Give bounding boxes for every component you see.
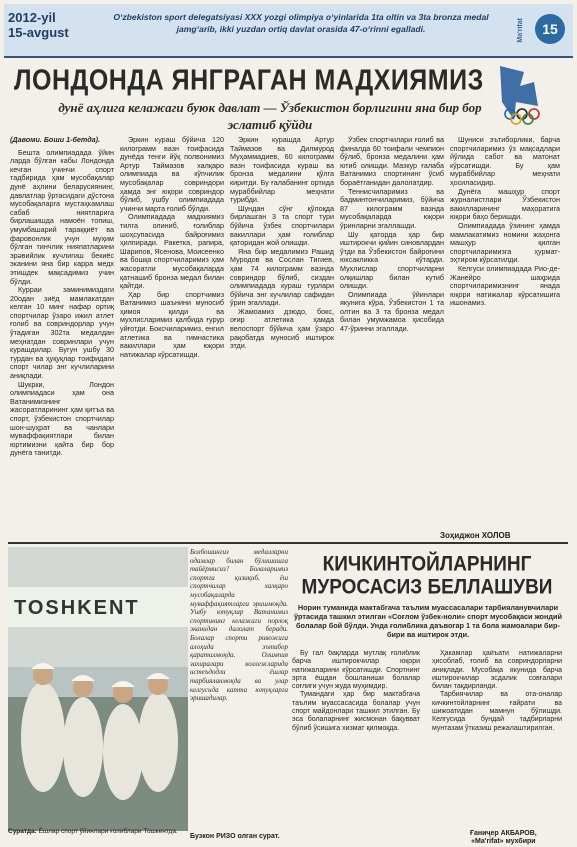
photo-caption <box>8 828 186 836</box>
paragraph: Олимпиадада мадхиямиз тилга олиниб, ғолиблар шоҳсупасида байроғимиз ҳилпиради. Ракетка, рапира, Шарипов, Ясенова, Моисеенко ва бошқа спортчиларимиз ҳам жасоратли мусобақаларда қатнашиб бронза медал билан қайтди. <box>120 212 224 291</box>
paragraph: Бу гал бақларда мутлақ ғолиблик барча иштирокчилар юқори натижаларини кўрсатишди. Спортнинг эрта ёшдан бошланиши болалар соғлиги учун жуда муҳимдир. <box>292 650 420 691</box>
children-photo <box>8 547 188 831</box>
article-column-1 <box>10 136 114 529</box>
header-banner: O‘zbekiston sport delegatsiyasi XXX yozgi olimpiya o‘yinlarida 1ta oltin va 3ta bronza medal jamg‘arib, ikki yuzdan ortiq davlat orasida 47-o‘rinni egalladi. <box>113 12 489 34</box>
article-headline: ЛОНДОНДА ЯНГРАГАН МАДХИЯМИЗ <box>14 64 484 97</box>
paragraph: Эркин курашда Артур Таймазов ва Дилмурод Муҳаммадиев, 60 килограмм вазн тоифасида кураш ва бронза медалини қўлга киритди. Бу ғалабанинг ортида мураббийлар меҳнати турибди. <box>230 136 334 205</box>
brand-name: Ma'rifat <box>517 18 524 43</box>
article2-column-2 <box>432 650 562 830</box>
photo-sidebar-text: Болбошингиз медалларни одамлар билан бўлишишга тайёрмисиз? Болаларимиз спортга қизиқиб, ёш спортчилар халқаро мусобақаларда муваффақиятларга эришмоқда. Ушбу ютуқлар Ватанимиз спортининг келажаги порлоқ эканидан далолат беради. Болалар спорти ривожига алоҳида эътибор қаратилмоқда. Олимпия захиралари коллежларида истеъдодли ёшлар тарбияланмоқда ва улар келгусида катта ютуқларга эришадилар. <box>190 548 288 703</box>
article-author: Зоҳиджон ХОЛОВ <box>440 531 511 540</box>
paragraph: Яна бир медалимиз Рашид Муродов ва Сослан Тигиев, ҳам 74 килограмм вазнда совриндор бўлиб, сиздан олимпиадада кураш турлари бўйича энг кучлилар сафидан ўрин эгаллади. <box>230 246 334 308</box>
paragraph: Тумандаги ҳар бир мактабгача таълим муассасасида болалар учун спорт майдонлари ташкил этилган. Бу эса болаларнинг жисмонан бақувват бўлиб ўсишига хизмат қилмоқда. <box>292 691 420 732</box>
page-header <box>4 4 573 58</box>
photo-sign: TOSHKENT <box>14 597 140 619</box>
issue-day: 15-avgust <box>8 25 69 40</box>
paragraph: Теннисчиларимиз ва бадминтончиларимиз, бўйича 87 килограмм вазнда мусобақаларда юқори ўринларни эгаллашди. <box>340 186 444 230</box>
article2-headline: КИЧКИНТОЙЛАРНИНГ МУРОСАСИЗ БЕЛЛАШУВИ <box>301 553 553 600</box>
paragraph: Жамоамиз дзюдо, бокс, оғир атлетика ҳамда велоспорт бўйича ҳам ўзаро рақобатда муносиб иштирок этди. <box>230 306 334 351</box>
article-column-4 <box>340 136 444 529</box>
paragraph: Тарбиячилар ва ота-оналар кичкинтойларнинг ғайрати ва шижоатидан мамнун бўлишди. Келгусида бундай тадбирларни мунтазам ўтказиш режалаштирилган. <box>432 691 562 732</box>
article-column-2 <box>120 136 224 529</box>
photo-illustration <box>8 547 188 831</box>
section-divider <box>8 542 568 544</box>
paragraph: Шундан сўнг қўлоқда бирлашган 3 та спорт тури бўйича ўзбек спортчилари вакиллари ҳам ғолиблар қаторидан жой олишди. <box>230 203 334 248</box>
paragraph: Ўзбек спортчилари ғолиб ва финалда 60 тоифали чемпион бўлиб, бронза медалини ҳам ютиб олишди. Мазкур ғалаба Ватанимиз спортининг ўсиб бораётганидан далолатдир. <box>340 136 444 187</box>
paragraph: Дунёга машҳур спорт журналистлари Ўзбекистон вакилларининг маҳоратига юқори баҳо беришди. <box>450 186 560 222</box>
paragraph: Бешта олимпиадада ўйин ларда бўлган кабы Лондонда кечган учинчи спорт тадбирида ҳам мусобақалар дунё аҳлини беларусиянинг, давлатлар ўртасидаги дўстона мусобақаларга мустаҳкамлаш сабаб ниятларига бирлашишда намоён топиш, умумбашарий тараққиёт ва фаровонлик учун муҳим бўлган тинчлик нияпатларини эрәвийлик кучлигиш бекиёс эканини яна бир карра медх этишдек мақсадимиз учин бўлди. <box>10 147 114 286</box>
photo-credit: Бузкон РИЗО олган сурат. <box>190 833 280 840</box>
paragraph: Шу қаторда ҳар бир иштирокчи қийин синовлардан ўтди ва Ўзбекистон байроғини юксакликка кўтарди. Мухлислар спортчиларни олқишлар билан кутиб олишди. <box>340 229 444 291</box>
paragraph: Олимпиада ўйинлари якунига кўра, Ўзбекистон 1 та олтин ва 3 та бронза медал билан умумжамоа ҳисобида 47-ўринни эгаллади. <box>340 289 444 334</box>
issue-date <box>8 10 86 52</box>
continued-note: (Давоми. Боши 1-бетда). <box>10 136 101 144</box>
article-column-5 <box>450 136 560 529</box>
caption-label: Суратда: <box>8 828 37 835</box>
paragraph: Шукрки, Лондон олимпиадаси ҳам она Ватанимизнинг жасоратларининг ҳам қитъа ва спорт, ўзбекистон спортчилар шон-шуҳрат ва чанлари муваффақиятлари билан юртимизни қайта бир бор дунёга танитди. <box>10 379 114 458</box>
paragraph: Эркин кураш бўйича 120 килограмм вазн тоифасида дунёда тенги йўқ полвонимиз Артур Таймазов халқаро олимпиада ва кўпчилик мусобақалар совриндори ҳамда энг юқори совриндор бўлиб, ушбу олимпиадада учинчи марта ғолиб бўлди. <box>120 136 224 213</box>
caption-text: Ёшлар спорт ўйинлари ғолиблари Тошкентда. <box>38 828 178 835</box>
article2-lead: Норин туманида мактабгача таълим муассасалари тарбияланувчилари ўртасида ташкил этилган «Соғлом ўзбек-ноли» спорт мусобақаси жондий болалар бой бўлди. Унда ғолиблика даъвогар 1 та бола жамоалари бир-бири ва иштирок этди. <box>293 603 563 639</box>
paragraph: Шуниси эътиборлики, барча спортчиларимиз ўз мақсадлари йўлида сабот ва матонат кўрсатишди. Бу ҳам мураббийлар меҳнати ҳосиласидир. <box>450 136 560 187</box>
brand-block <box>517 8 569 54</box>
paragraph: Келгуси олимпиадада Рио-де-Жанейро шаҳрида спортчиларимизнинг янада юқори натижалар кўрсатишига ишонамиз. <box>450 263 560 308</box>
article2-column-1 <box>292 650 420 830</box>
issue-year: 2012-yil <box>8 10 56 25</box>
paragraph: Курраи заминимиздаги 20одан зиёд мамлакатдан келган 10 минг нафар ортиқ спортчилар ўзаро ижил атлет ғолиб ва совриндорлар учун ўтадиган 302та медалдан меҳнатдан совринлари учун курашдилар. Бугун ушбу 30 турдан ва ҳуқуқлар тоифидаги спорт чилар энг кучлиларини аниқлади. <box>10 285 114 381</box>
paragraph: Ҳар бир спортчимиз Ватанимиз шаънини муносиб ҳимоя қилди ва мухлисларимиз қалбида ғурур уйғотди. Боксчиларимиз, енгил атлетика ва гимнастика вакиллари ҳам юқори натижалар кўрсатишди. <box>120 289 224 359</box>
london-2012-logo <box>494 62 556 128</box>
page-number: 15 <box>535 14 565 44</box>
article2-author: Ғаниҷер АКБАРОВ, «Ma'rifat» мухбири <box>470 830 537 845</box>
paragraph: Ҳакамлар ҳайъати натижаларни ҳисоблаб, ғолиб ва совриндорларни аниқлади. Мусобақа якунида барча иштирокчилар эсдалик совғалари билан тақдирланди. <box>432 650 562 691</box>
article-column-3 <box>230 136 334 529</box>
paragraph: Олимпиадада ўзининг ҳамда мамлакатимиз номини жаҳонга машҳур қилган спортчиларимизга ҳурмат-эҳтиром кўрсатилди. <box>450 220 560 265</box>
article-subheadline: дунё аҳлига келажаги буюк давлат — Ўзбекистон борлигини яна бир бор эслатиб қўйди <box>58 100 482 132</box>
